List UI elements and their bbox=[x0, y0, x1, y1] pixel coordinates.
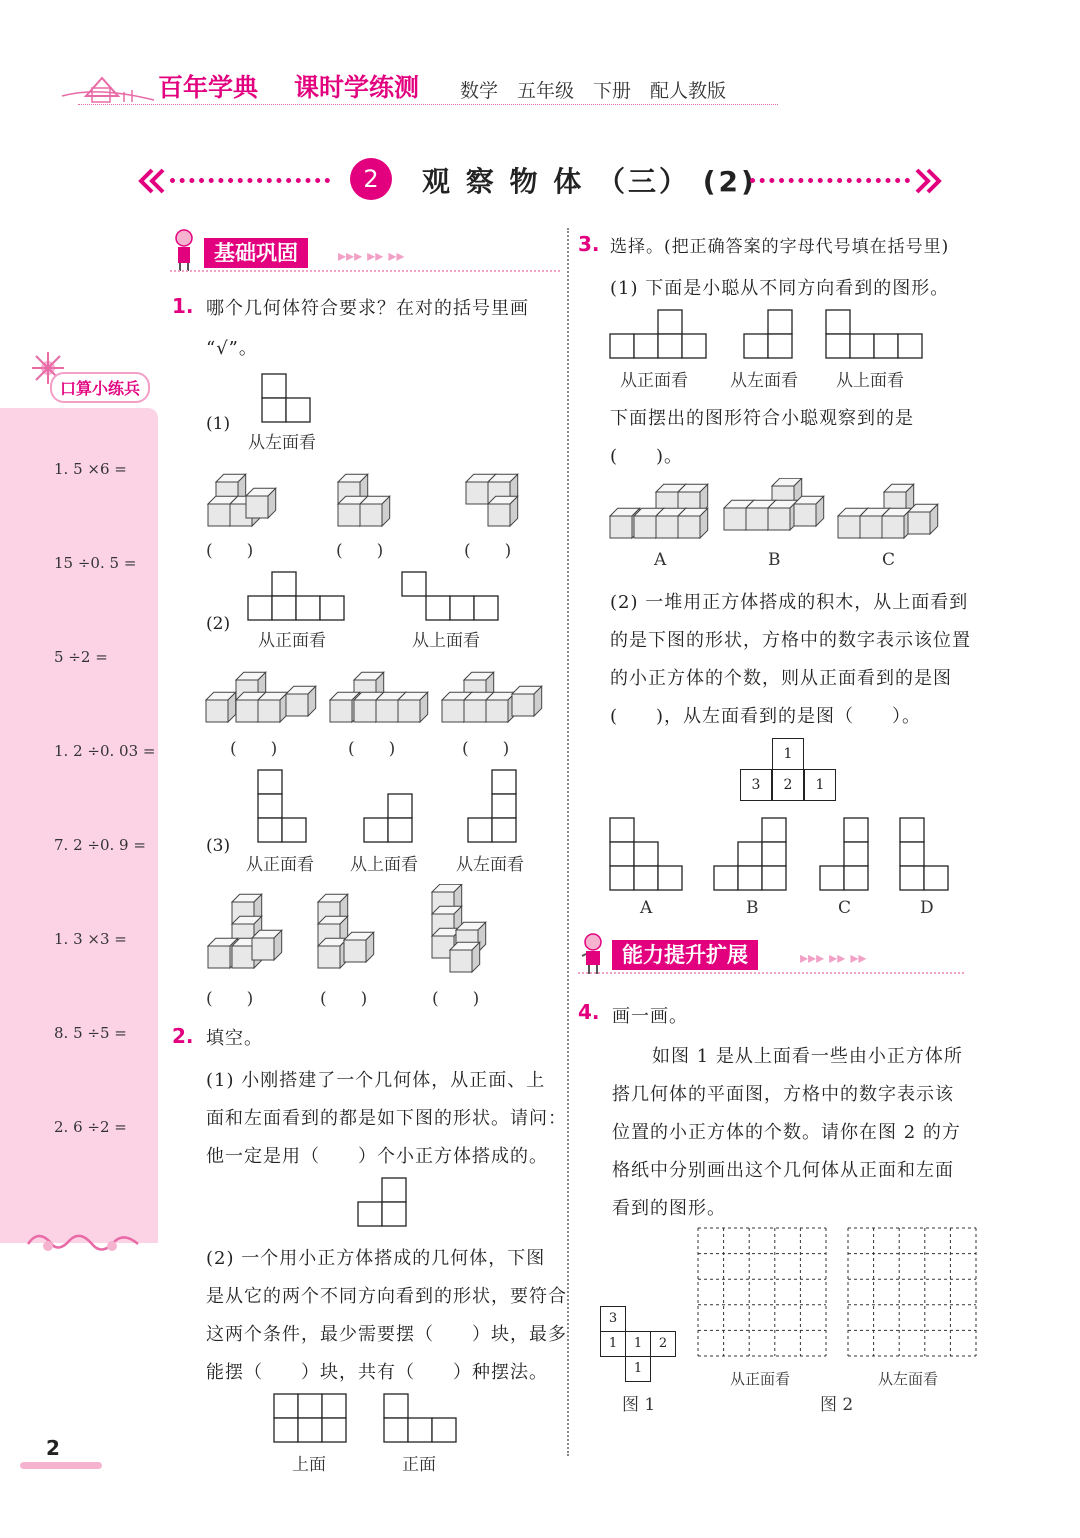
q4-left-grid bbox=[846, 1226, 980, 1360]
q3-p2-opt-d: D bbox=[920, 898, 934, 918]
grid-cell bbox=[625, 1356, 651, 1382]
q1-part1-view-label: 从左面看 bbox=[248, 433, 316, 453]
q3-p1-line2: 下面摆出的图形符合小聪观察到的是 bbox=[610, 408, 914, 429]
page-number-bar bbox=[20, 1462, 102, 1469]
q4-figure1 bbox=[600, 1306, 680, 1386]
q3-p1-line1: (1) 下面是小聪从不同方向看到的图形。 bbox=[610, 278, 950, 299]
q4-line3: 位置的小正方体的个数。请你在图 2 的方 bbox=[612, 1122, 961, 1143]
q2-p2-top-figure bbox=[272, 1392, 350, 1444]
q3-p2-line4: ( )，从左面看到的是图（ ）。 bbox=[610, 706, 922, 727]
q3-p2-opt-c: C bbox=[838, 898, 852, 918]
column-divider bbox=[567, 228, 569, 1456]
q1-part3-left-label: 从左面看 bbox=[456, 855, 524, 875]
banner-arrow-trail: ▸▸▸ ▸▸ ▸▸ bbox=[338, 246, 405, 265]
q2-text: 填空。 bbox=[206, 1028, 263, 1049]
q3-text: 选择。(把正确答案的字母代号填在括号里) bbox=[610, 237, 950, 257]
calc-item: 1. 5 ×6 = bbox=[54, 460, 127, 478]
q2-p2-line1: (2) 一个用小正方体搭成的几何体，下图 bbox=[206, 1248, 546, 1269]
q1-part3-left-view-figure bbox=[466, 768, 522, 846]
header-underline bbox=[78, 104, 778, 105]
q4-line4: 格纸中分别画出这个几何体从正面和左面 bbox=[612, 1160, 954, 1181]
q2-p2-front-label: 正面 bbox=[402, 1455, 436, 1475]
grid-cell bbox=[772, 738, 804, 770]
cube-shape bbox=[678, 508, 708, 538]
q2-p1-line1: (1) 小刚搭建了一个几何体，从正面、上 bbox=[206, 1070, 546, 1091]
cube-shape bbox=[206, 692, 236, 722]
cube-shape bbox=[512, 686, 542, 716]
q1-part3-paren-a: ( ) bbox=[206, 989, 254, 1009]
q3-p2-option-b-figure bbox=[712, 816, 790, 892]
q2-p2-front-figure bbox=[382, 1392, 460, 1444]
q3-p1-opt-a: A bbox=[654, 550, 667, 570]
grid-cell-value: 3 bbox=[751, 777, 761, 793]
q1-part2-paren-c: ( ) bbox=[462, 739, 510, 759]
lesson-number-badge bbox=[350, 158, 392, 200]
q4-front-label: 从正面看 bbox=[730, 1370, 791, 1388]
q3-p1-solids bbox=[604, 478, 950, 548]
calc-item: 2. 6 ÷2 = bbox=[54, 1118, 127, 1136]
q1-text: 哪个几何体符合要求？在对的括号里画 bbox=[206, 298, 529, 319]
q4-line2: 搭几何体的平面图，方格中的数字表示该 bbox=[612, 1084, 954, 1105]
q1-part3-label: (3) bbox=[206, 836, 231, 856]
q1-part2-front-view-figure bbox=[246, 570, 350, 624]
grid-cell-value: 1 bbox=[633, 1361, 643, 1376]
double-chevron-right-icon bbox=[914, 168, 942, 194]
q1-part1-paren-c: ( ) bbox=[464, 541, 512, 561]
q2-p1-line3: 他一定是用（ ）个小正方体搭成的。 bbox=[206, 1146, 548, 1167]
grid-cell-value: 2 bbox=[783, 777, 793, 793]
cube-shape bbox=[318, 938, 348, 968]
q4-line5: 看到的图形。 bbox=[612, 1198, 726, 1219]
calc-item: 8. 5 ÷5 = bbox=[54, 1024, 127, 1042]
q1-part2-front-label: 从正面看 bbox=[258, 631, 326, 651]
q1-part1-solids bbox=[200, 462, 540, 534]
q4-front-grid bbox=[696, 1226, 830, 1360]
grid-cell bbox=[740, 769, 772, 801]
q3-p2-line1: (2) 一堆用正方体搭成的积木，从上面看到 bbox=[610, 592, 969, 613]
grid-cell bbox=[600, 1306, 626, 1332]
q4-text: 画一画。 bbox=[612, 1006, 688, 1027]
cube-shape bbox=[398, 692, 428, 722]
banner-dotted-rule bbox=[578, 972, 964, 974]
dotted-rule-left bbox=[170, 178, 330, 183]
lesson-title-bar bbox=[138, 158, 944, 204]
girl-mascot-icon bbox=[578, 932, 608, 976]
q1-part2-paren-a: ( ) bbox=[230, 739, 278, 759]
section2-title: 能力提升扩展 bbox=[612, 940, 758, 970]
cube-shape bbox=[486, 692, 516, 722]
q3-p2-opt-b: B bbox=[746, 898, 759, 918]
q1-part2-solids bbox=[200, 660, 560, 730]
grid-cell-value: 2 bbox=[658, 1336, 668, 1351]
q3-p1-opt-c: C bbox=[882, 550, 896, 570]
q3-p2-option-a-figure bbox=[608, 816, 686, 892]
q3-p1-front-view-figure bbox=[608, 308, 710, 362]
section2-header bbox=[578, 932, 968, 978]
q4-left-label: 从左面看 bbox=[878, 1370, 939, 1388]
grid-cell-value: 1 bbox=[608, 1336, 618, 1351]
cube-shape bbox=[360, 496, 390, 526]
cube-shape bbox=[908, 504, 938, 534]
q1-number: 1. bbox=[172, 294, 194, 318]
q1-part1-view-figure bbox=[258, 372, 314, 424]
q3-p1-top-label: 从上面看 bbox=[836, 371, 904, 391]
cube-shape bbox=[488, 496, 518, 526]
grid-cell bbox=[650, 1331, 676, 1357]
sidebar-title-badge bbox=[30, 350, 150, 408]
q1-part3-top-view-figure bbox=[362, 792, 418, 846]
q1-part3-front-label: 从正面看 bbox=[246, 855, 314, 875]
q3-p2-option-c-figure bbox=[818, 816, 872, 892]
q3-p2-option-d-figure bbox=[898, 816, 952, 892]
lesson-title: 观 察 物 体 （三） (2) bbox=[422, 165, 757, 198]
cube-shape bbox=[258, 692, 288, 722]
q3-p1-top-view-figure bbox=[824, 308, 926, 362]
banner-dotted-rule bbox=[170, 270, 560, 272]
cube-shape bbox=[252, 930, 282, 960]
q1-part3-front-view-figure bbox=[256, 768, 312, 846]
section1-header bbox=[170, 228, 562, 274]
q2-p2-line4: 能摆（ ）块，共有（ ）种摆法。 bbox=[206, 1362, 548, 1383]
q1-part3-solids bbox=[200, 884, 520, 980]
q2-p2-top-label: 上面 bbox=[292, 1455, 326, 1475]
calc-item: 1. 3 ×3 = bbox=[54, 930, 127, 948]
cube-shape bbox=[794, 496, 824, 526]
dotted-rule-right bbox=[750, 178, 910, 183]
page-number: 2 bbox=[46, 1436, 60, 1460]
banner-arrow-trail: ▸▸▸ ▸▸ ▸▸ bbox=[800, 948, 867, 967]
q1-part3-paren-c: ( ) bbox=[432, 989, 480, 1009]
q3-p2-line3: 的小正方体的个数，则从正面看到的是图 bbox=[610, 668, 952, 689]
calc-item: 5 ÷2 = bbox=[54, 648, 108, 666]
cube-shape bbox=[768, 500, 798, 530]
q1-part1-paren-a: ( ) bbox=[206, 541, 254, 561]
q2-p1-figure bbox=[356, 1176, 410, 1228]
grid-cell-value: 3 bbox=[608, 1311, 618, 1326]
q3-p1-front-label: 从正面看 bbox=[620, 371, 688, 391]
grid-cell-value: 1 bbox=[633, 1336, 643, 1351]
grid-cell bbox=[772, 769, 804, 801]
q1-part2-paren-b: ( ) bbox=[348, 739, 396, 759]
q1-text-2: “√”。 bbox=[206, 338, 258, 359]
grid-cell bbox=[804, 769, 836, 801]
q2-p2-line2: 是从它的两个不同方向看到的形状，要符合 bbox=[206, 1286, 567, 1307]
q1-part2-top-view-figure bbox=[400, 570, 504, 624]
brand-title: 百年学典 bbox=[158, 73, 259, 102]
grid-cell bbox=[625, 1331, 651, 1357]
grid-cell-value: 1 bbox=[815, 777, 825, 793]
series-title: 课时学练测 bbox=[294, 73, 420, 102]
q2-p1-line2: 面和左面看到的都是如下图的形状。请问： bbox=[206, 1108, 567, 1129]
q3-number: 3. bbox=[578, 232, 600, 256]
cube-shape bbox=[882, 508, 912, 538]
lesson-number: 2 bbox=[363, 165, 379, 193]
q2-number: 2. bbox=[172, 1024, 194, 1048]
cube-shape bbox=[450, 942, 480, 972]
q1-part3-top-label: 从上面看 bbox=[350, 855, 418, 875]
calc-item: 15 ÷0. 5 = bbox=[54, 554, 137, 572]
q1-part2-top-label: 从上面看 bbox=[412, 631, 480, 651]
sidebar-title: 口算小练兵 bbox=[50, 372, 150, 403]
q4-figure2-caption: 图 2 bbox=[820, 1395, 854, 1415]
calc-item: 7. 2 ÷0. 9 = bbox=[54, 836, 146, 854]
cube-shape bbox=[286, 686, 316, 716]
q4-number: 4. bbox=[578, 1000, 600, 1024]
double-chevron-left-icon bbox=[138, 168, 166, 194]
q1-part1-paren-b: ( ) bbox=[336, 541, 384, 561]
q4-figure1-caption: 图 1 bbox=[622, 1395, 656, 1415]
q3-p2-opt-a: A bbox=[640, 898, 653, 918]
cube-shape bbox=[246, 488, 276, 518]
q3-p1-opt-b: B bbox=[768, 550, 781, 570]
q3-p1-left-label: 从左面看 bbox=[730, 371, 798, 391]
q3-p2-line2: 的是下图的形状，方格中的数字表示该位置 bbox=[610, 630, 971, 651]
calc-item: 1. 2 ÷0. 03 = bbox=[54, 742, 156, 760]
q3-p1-line3: ( )。 bbox=[610, 446, 684, 467]
q2-p2-line3: 这两个条件，最少需要摆（ ）块，最多 bbox=[206, 1324, 567, 1345]
sidebar-panel bbox=[0, 408, 158, 1243]
q3-p2-top-grid bbox=[740, 738, 836, 802]
header bbox=[58, 66, 788, 116]
q1-part1-label: (1) bbox=[206, 414, 231, 434]
swirl-ornament-icon bbox=[18, 1224, 148, 1264]
cube-shape bbox=[344, 932, 374, 962]
q4-line1: 如图 1 是从上面看一些由小正方体所 bbox=[652, 1046, 963, 1067]
q1-part2-label: (2) bbox=[206, 614, 231, 634]
grid-cell bbox=[600, 1331, 626, 1357]
book-meta: 数学 五年级 下册 配人教版 bbox=[460, 80, 727, 102]
grid-cell-value: 1 bbox=[783, 746, 793, 762]
q3-p1-left-view-figure bbox=[742, 308, 796, 362]
q1-part3-paren-b: ( ) bbox=[320, 989, 368, 1009]
girl-mascot-icon bbox=[170, 228, 198, 272]
section1-title: 基础巩固 bbox=[204, 238, 308, 268]
